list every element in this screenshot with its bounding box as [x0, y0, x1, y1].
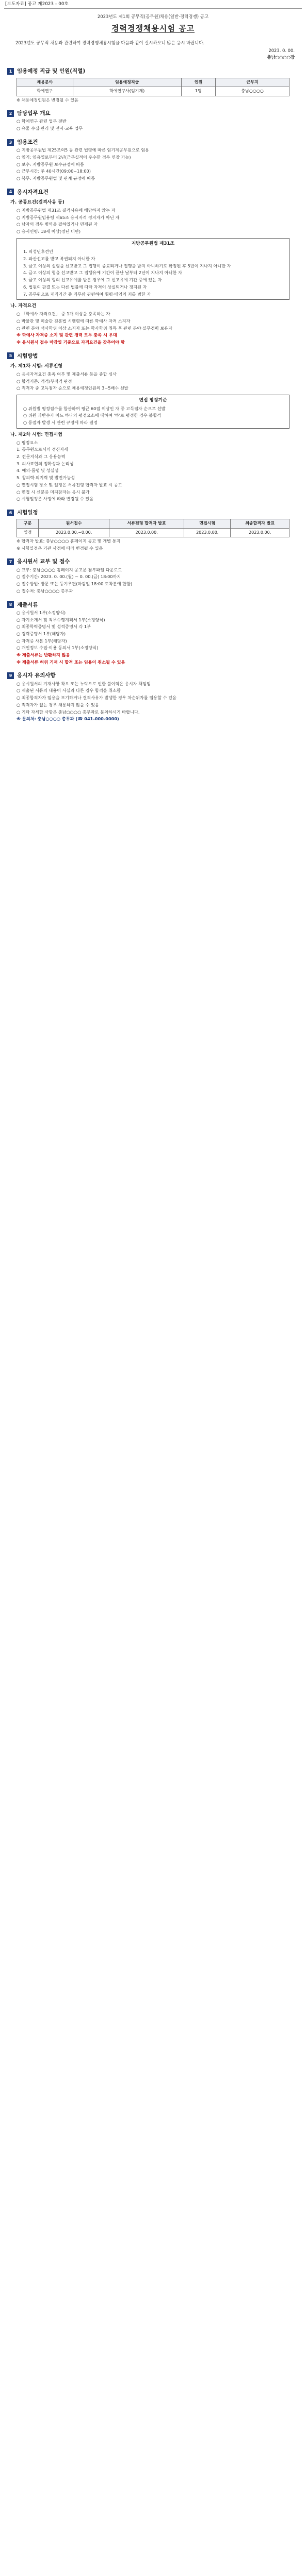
- section-heading: [7, 138, 299, 146]
- section: [7, 671, 299, 722]
- body-line: ○ 적격자가 없는 경우 채용하지 않을 수 있음: [17, 702, 99, 707]
- body-line: ○ 박물관 및 미술관 진흥법 시행령에 따른 학예사 자격 소지자: [17, 318, 131, 324]
- box-line: 4. 금고 이상의 형을 선고받고 그 집행유예 기간이 끝난 날부터 2년이 지나지 아니한 자: [23, 270, 182, 276]
- table-header-cell: 구분: [17, 519, 39, 528]
- body-line: 5. 창의력·의지력 및 발전가능성: [17, 475, 75, 481]
- body-line: ○ 관련 분야 석사학위 이상 소지자 또는 학사학위 취득 후 관련 분야 실무경력 보유자: [17, 325, 172, 331]
- body-line: ○ 보수: 지방공무원 보수규정에 따름: [17, 161, 85, 167]
- section-heading: [7, 352, 299, 360]
- table-cell: 학예연구사(임기제): [73, 87, 181, 96]
- body-line: ○ 최종학력증명서 및 성적증명서 각 1부: [17, 624, 91, 630]
- section-title: 담당업무 개요: [17, 110, 51, 117]
- body-line: ※ 제출서류는 반환하지 않음: [17, 652, 70, 658]
- body-line: ○ 제출된 서류의 내용이 사실과 다른 경우 합격을 취소함: [17, 688, 121, 693]
- section-title: 응시원서 교부 및 접수: [17, 558, 70, 565]
- section-number: 3: [7, 139, 14, 146]
- table-header-cell: 인원: [181, 78, 216, 87]
- section-heading: [7, 109, 299, 117]
- body-line: 1. 공무원으로서의 정신자세: [17, 447, 69, 452]
- info-table: [17, 78, 289, 96]
- body-line: ※ 채용예정인원은 변경될 수 있음: [17, 97, 79, 103]
- box-line: 7. 공무원으로 재직기간 중 직무와 관련하여 횡령·배임의 죄를 범한 자: [23, 291, 151, 297]
- intro-text: 2023년도 공무직 채용과 관련하여 경력경쟁채용시험을 다음과 같이 실시하오니 많은 응시 바랍니다.: [15, 40, 205, 46]
- body-line: ○ 응시연령: 18세 이상(정년 미만): [17, 228, 81, 234]
- body-line: ※ 제출서류 허위 기재 시 합격 또는 임용이 취소될 수 있음: [17, 659, 125, 665]
- box-line: 1. 피성년후견인: [23, 249, 53, 255]
- body-line: ○ 지방공무원법 제31조 결격사유에 해당하지 않는 자: [17, 207, 116, 213]
- table-cell: 충남○○○○: [216, 87, 289, 96]
- section-title: 응시자 유의사항: [17, 672, 56, 679]
- body-line: ○ 학예연구 관련 업무 전반: [17, 118, 67, 124]
- table-row: [17, 528, 289, 537]
- body-line: ※ 응시원서 접수 마감일 기준으로 자격요건을 갖추어야 함: [17, 339, 125, 345]
- body-line: ○ 응시자격요건 충족 여부 및 제출서류 등을 종합 심사: [17, 371, 117, 377]
- body-line: ○ 경력증명서 1부(해당자): [17, 631, 66, 636]
- body-line: ○ 남자의 경우 병역을 필하였거나 면제된 자: [17, 222, 98, 227]
- section-title: 시험방법: [17, 352, 38, 359]
- section-number: 2: [7, 110, 14, 117]
- table-header-cell: 면접시험: [184, 519, 231, 528]
- body-line: ○ 지방공무원법 제25조의5 등 관련 법령에 따른 임기제공무원으로 임용: [17, 147, 150, 153]
- table-cell: 2023.0.00.: [109, 528, 184, 537]
- body-line: ○ 접수처: 충남○○○○ 총무과: [17, 588, 73, 594]
- section-title: 시험일정: [17, 510, 38, 516]
- section-number: 5: [7, 352, 14, 359]
- body-line: ○ 시험일정은 사정에 따라 변경될 수 있음: [17, 496, 94, 502]
- body-line: ○ 응시원서의 기재사항 착오 또는 누락으로 인한 불이익은 응시자 책임임: [17, 681, 151, 686]
- section-heading: [7, 671, 299, 680]
- info-table: [17, 519, 289, 537]
- body-line: ○ 최종합격자가 임용을 포기하거나 결격사유가 발생한 경우 차순위자를 임용할 수 있음: [17, 695, 176, 701]
- table-header-cell: 최종합격자 발표: [231, 519, 289, 528]
- body-line: 2. 전문지식과 그 응용능력: [17, 454, 66, 460]
- body-line: ○ 접수기간: 2023. 0. 00.(월) ~ 0. 00.(금) 18:00까지: [17, 574, 121, 580]
- body-line: ○ 적격자 중 고득점자 순으로 채용예정인원의 3~5배수 선발: [17, 385, 128, 391]
- section-heading: [7, 601, 299, 609]
- body-line: ○ 응시원서 1부(소정양식): [17, 609, 66, 615]
- box-line: 5. 금고 이상의 형의 선고유예를 받은 경우에 그 선고유예 기간 중에 있는 자: [23, 277, 162, 283]
- document-title: 경력경쟁채용시험 공고: [111, 24, 195, 33]
- subsection-heading: 나. 제2차 시험: 면접시험: [10, 432, 62, 437]
- body-line: ○ 평정요소: [17, 439, 38, 445]
- section-heading: [7, 188, 299, 196]
- section-heading: [7, 557, 299, 566]
- body-line: ※ 합격자 발표: 충남○○○○ 홈페이지 공고 및 개별 통지: [17, 538, 121, 544]
- body-line: ※ 학예사 자격증 소지 및 관련 경력 모두 충족 시 우대: [17, 332, 117, 338]
- box-line: 3. 금고 이상의 실형을 선고받고 그 집행이 종료되거나 집행을 받지 아니하기로 확정된 후 5년이 지나지 아니한 자: [23, 263, 231, 268]
- section: [7, 67, 299, 103]
- box-line: ○ 위원별 평정점수를 합산하여 평균 60점 이상인 자 중 고득점자 순으로 선발: [23, 405, 166, 411]
- body-line: ○ 접수방법: 방문 또는 등기우편(마감일 18:00 도착분에 한함): [17, 581, 133, 587]
- section-title: 임용조건: [17, 139, 38, 145]
- section: [7, 138, 299, 182]
- body-line: ○ 유물 수집·관리 및 전시·교육 업무: [17, 126, 83, 131]
- sections-container: [0, 67, 306, 722]
- subsection-heading: 가. 제1차 시험: 서류전형: [10, 363, 62, 369]
- announcement-date: 2023. 0. 00.: [268, 48, 295, 54]
- section-number: 8: [7, 601, 14, 608]
- body-line: ○ 복무: 지방공무원법 및 관계 규정에 따름: [17, 175, 95, 181]
- body-line: ○ 기타 자세한 사항은 충남○○○○ 총무과로 문의하시기 바랍니다.: [17, 709, 140, 715]
- table-header-cell: 임용예정직급: [73, 78, 181, 87]
- table-cell: 학예연구: [17, 87, 73, 96]
- box-line: 2. 파산선고를 받고 복권되지 아니한 자: [23, 256, 95, 262]
- body-line: ※ 문의처: 충남○○○○ 총무과 (☎ 041-000-0000): [17, 716, 119, 722]
- table-cell: 2023.0.00.~0.00.: [39, 528, 109, 537]
- body-line: ○ 자기소개서 및 직무수행계획서 1부(소정양식): [17, 617, 105, 622]
- section-number: 6: [7, 510, 14, 516]
- section-title: 응시자격요건: [17, 189, 49, 195]
- body-line: ○ 교부: 충남○○○○ 홈페이지 공고문 첨부파일 다운로드: [17, 567, 122, 572]
- body-line: ○ 임기: 임용일로부터 2년(근무실적이 우수한 경우 연장 가능): [17, 154, 131, 160]
- section: [7, 109, 299, 132]
- body-line: ○ 개인정보 수집·이용 동의서 1부(소정양식): [17, 645, 99, 651]
- box-line: 6. 법원의 판결 또는 다른 법률에 따라 자격이 상실되거나 정지된 자: [23, 284, 147, 290]
- section-number: 4: [7, 189, 14, 195]
- body-line: ○ 「학예사 자격요건」 중 1개 이상을 충족하는 자: [17, 311, 110, 317]
- section-number: 7: [7, 558, 14, 565]
- table-cell: 일정: [17, 528, 39, 537]
- body-line: 4. 예의·품행 및 성실성: [17, 468, 59, 473]
- info-box: [17, 238, 289, 300]
- table-header-cell: 원서접수: [39, 519, 109, 528]
- table-cell: 2023.0.00.: [231, 528, 289, 537]
- issuer: 충남○○○○장: [267, 55, 295, 60]
- table-header-cell: 채용분야: [17, 78, 73, 87]
- body-line: ※ 시험일정은 기관 사정에 따라 변경될 수 있음: [17, 545, 103, 551]
- subsection-heading: 나. 자격요건: [10, 303, 37, 309]
- section: [7, 352, 299, 502]
- document-header: [9, 14, 297, 35]
- body-line: ○ 합격기준: 적격/부적격 판정: [17, 378, 72, 384]
- box-line: ○ 위원 과반수가 어느 하나의 평정요소에 대하여 '하'로 평정한 경우 불합격: [23, 413, 162, 418]
- body-line: ○ 지방공무원임용령 제65조 응시자격 정지자가 아닌 자: [17, 214, 120, 220]
- section-heading: [7, 67, 299, 75]
- section: [7, 509, 299, 551]
- table-header-cell: 서류전형 합격자 발표: [109, 519, 184, 528]
- section-title: 임용예정 직급 및 인원(직렬): [17, 68, 86, 75]
- divider: [4, 8, 302, 9]
- body-line: ○ 근무시간: 주 40시간(09:00~18:00): [17, 168, 91, 174]
- section-number: 1: [7, 68, 14, 75]
- section-heading: [7, 509, 299, 517]
- body-line: ○ 면접시험 장소 및 일정은 서류전형 합격자 발표 시 공고: [17, 482, 122, 487]
- table-row: [17, 87, 289, 96]
- body-line: 3. 의사표현의 정확성과 논리성: [17, 461, 74, 466]
- info-box: [17, 395, 289, 429]
- header-subtitle: 2023년도 제1회 공무직(공무원)채용(일반·경력경쟁) 공고: [97, 14, 209, 20]
- document-topline: [보도자료] 공고 제2023 - 00호: [5, 2, 69, 7]
- box-line: ○ 동점자 발생 시 관련 규정에 따라 결정: [23, 420, 98, 426]
- table-header-cell: 근무지: [216, 78, 289, 87]
- box-title: 지방공무원법 제31조: [131, 241, 175, 246]
- table-cell: 1명: [181, 87, 216, 96]
- section: [7, 188, 299, 346]
- box-title: 면접 평정기준: [139, 398, 167, 403]
- body-line: ○ 면접 시 신분증 미지참자는 응시 불가: [17, 489, 90, 495]
- table-cell: 2023.0.00.: [184, 528, 231, 537]
- section: [7, 601, 299, 666]
- section-number: 9: [7, 672, 14, 679]
- section: [7, 557, 299, 594]
- subsection-heading: 가. 공통요건(결격사유 등): [10, 199, 65, 205]
- body-line: ○ 자격증 사본 1부(해당자): [17, 638, 67, 643]
- section-title: 제출서류: [17, 601, 38, 608]
